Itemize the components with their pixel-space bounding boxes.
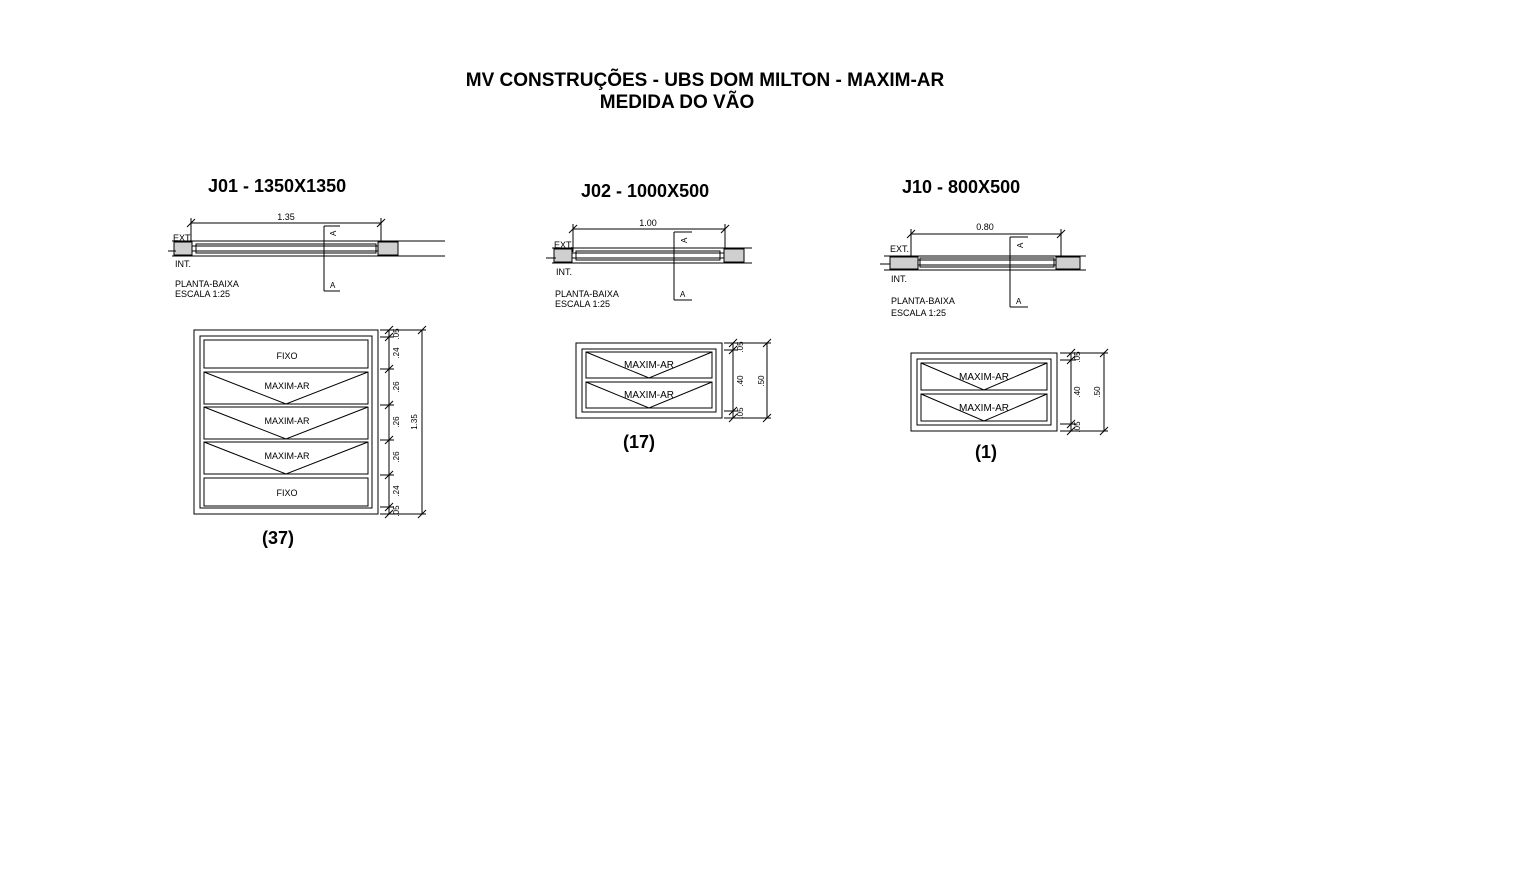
vdim-j10-1: .05 xyxy=(1073,351,1082,363)
window-title-j10: J10 - 800X500 xyxy=(902,177,1021,197)
total-dim-j02: .50 xyxy=(757,375,766,387)
plan-label-j01: PLANTA-BAIXA xyxy=(175,279,239,289)
width-dim-j01: 1.35 xyxy=(277,212,295,222)
quantity-j02: (17) xyxy=(623,432,656,452)
scale-label-j10: ESCALA 1:25 xyxy=(891,308,947,318)
vdim-j01-5: .26 xyxy=(392,451,401,463)
width-dim-j02: 1.00 xyxy=(639,218,657,228)
panel-label-j01-5: FIXO xyxy=(276,488,298,498)
vdim-j01-2: .24 xyxy=(392,347,401,359)
total-dim-j10: .50 xyxy=(1093,386,1102,398)
int-label-j01: INT. xyxy=(175,259,192,269)
section-mark-j02-top: A xyxy=(680,237,689,243)
panel-label-j01-1: FIXO xyxy=(276,351,298,361)
plan-label-j10: PLANTA-BAIXA xyxy=(891,296,955,306)
section-mark-j10-top: A xyxy=(1016,242,1025,248)
quantity-j01: (37) xyxy=(262,528,295,548)
ext-label-j01: EXT. xyxy=(173,233,193,243)
vdim-j01-3: .26 xyxy=(392,381,401,393)
page-title: MV CONSTRUÇÕES - UBS DOM MILTON - MAXIM-AR xyxy=(465,70,945,91)
section-mark-j02-bottom: A xyxy=(680,290,686,299)
plan-label-j02: PLANTA-BAIXA xyxy=(555,289,619,299)
panel-label-j02-1: MAXIM-AR xyxy=(624,360,674,371)
panel-label-j10-1: MAXIM-AR xyxy=(959,372,1009,383)
panel-label-j01-4: MAXIM-AR xyxy=(264,451,310,461)
section-mark-j10-bottom: A xyxy=(1016,297,1022,306)
vdim-j02-1: .05 xyxy=(736,341,745,353)
vdim-j02-2: .40 xyxy=(736,375,745,387)
quantity-j10: (1) xyxy=(975,442,997,462)
panel-label-j01-2: MAXIM-AR xyxy=(264,381,310,391)
vdim-j02-3: .05 xyxy=(736,407,745,419)
width-dim-j10: 0.80 xyxy=(976,222,994,232)
int-label-j10: INT. xyxy=(891,274,908,284)
ext-label-j10: EXT. xyxy=(890,244,910,254)
window-title-j01: J01 - 1350X1350 xyxy=(208,176,347,196)
vdim-j01-1: .05 xyxy=(392,328,401,340)
ext-label-j02: EXT. xyxy=(554,240,574,250)
page-subtitle: MEDIDA DO VÃO xyxy=(599,92,755,113)
window-title-j02: J02 - 1000X500 xyxy=(581,181,710,201)
vdim-j01-6: .24 xyxy=(392,485,401,497)
section-mark-j01-bottom: A xyxy=(330,281,336,290)
vdim-j01-7: .05 xyxy=(392,505,401,517)
total-dim-j01: 1.35 xyxy=(410,414,419,430)
section-mark-j01-top: A xyxy=(329,230,338,236)
vdim-j01-4: .26 xyxy=(392,416,401,428)
int-label-j02: INT. xyxy=(556,267,573,277)
vdim-j10-2: .40 xyxy=(1073,386,1082,398)
vdim-j10-3: .05 xyxy=(1073,421,1082,433)
scale-label-j02: ESCALA 1:25 xyxy=(555,299,611,309)
panel-label-j02-2: MAXIM-AR xyxy=(624,390,674,401)
panel-label-j10-2: MAXIM-AR xyxy=(959,403,1009,414)
scale-label-j01: ESCALA 1:25 xyxy=(175,289,231,299)
panel-label-j01-3: MAXIM-AR xyxy=(264,416,310,426)
